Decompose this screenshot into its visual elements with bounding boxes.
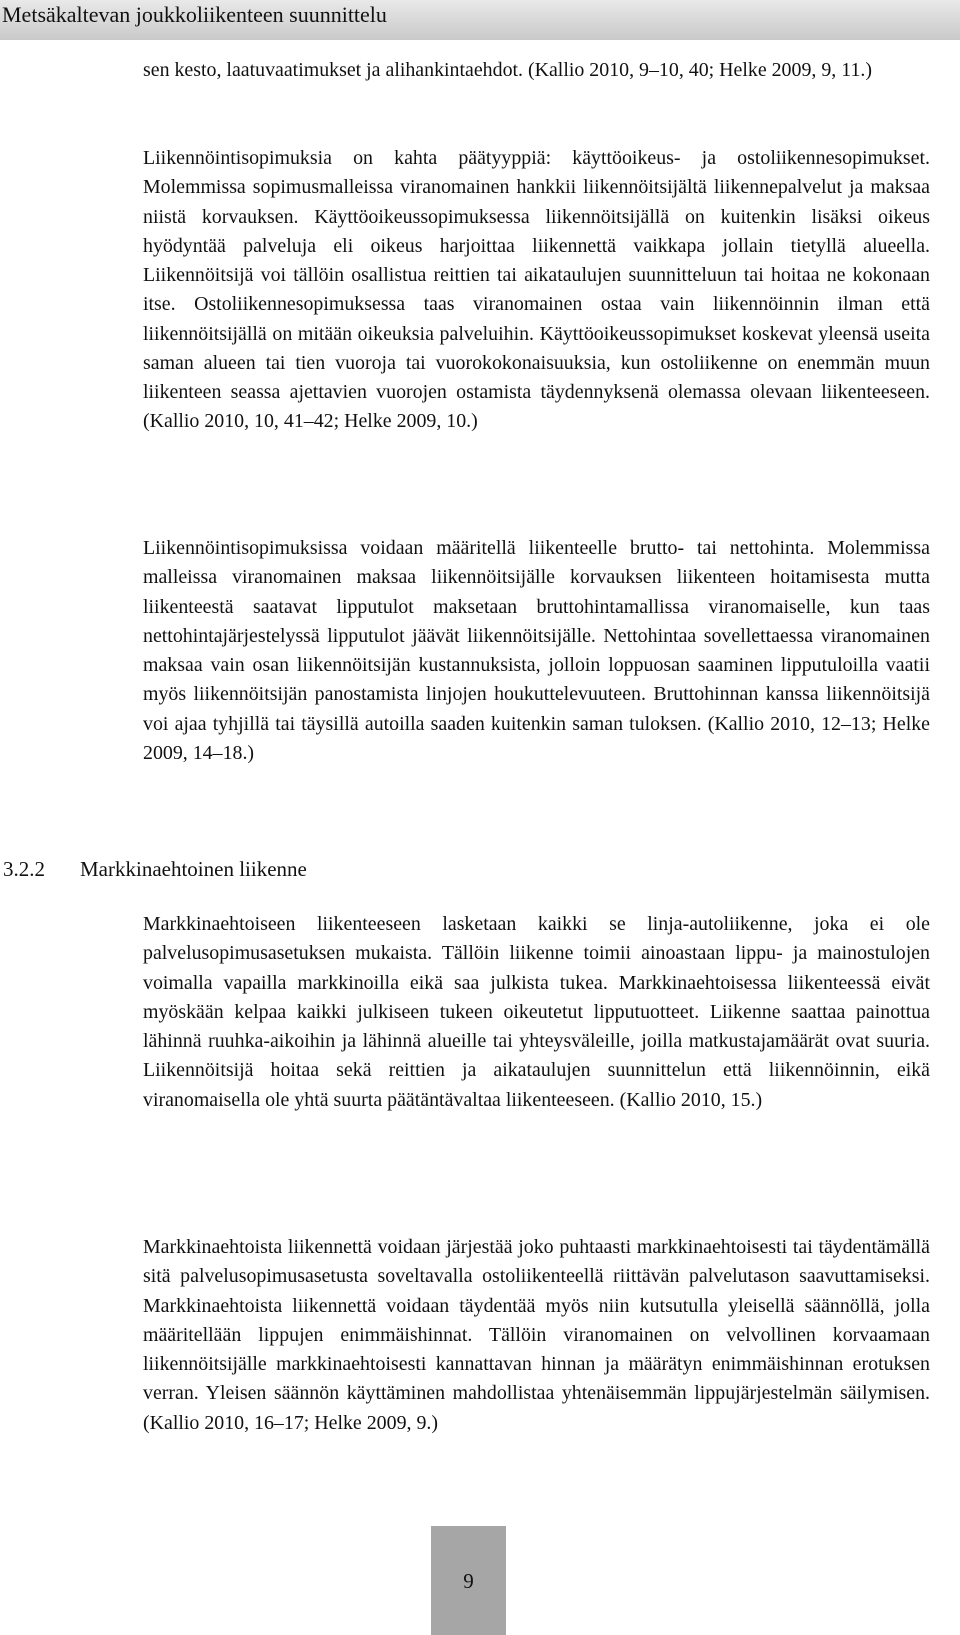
section-heading xyxy=(3,854,307,884)
paragraph: sen kesto, laatuvaatimukset ja alihankintaehdot. (Kallio 2010, 9–10, 40; Helke 2009, 9, 11.) xyxy=(143,59,872,81)
paragraph: Markkinaehtoiseen liikenteeseen lasketaan kaikki se linja-autoliikenne, joka ei ole palvelusopimusasetuksen mukaista. Tällöin liikenne toimii ainoastaan lippu- ja mainostulojen voimalla vapailla markkinoilla eikä saa julkista tukea. Markkinaehtoisessa liikenteessä eivät myöskään kelpaa kaikki julkiseen tukeen oikeutetut lipputuotteet. Liikenne saattaa painottua lähinnä ruuhka-aikoihin ja lähinnä alueille tai yhteysväleille, joilla matkustajamäärät ovat suuria. Liikennöitsijä hoitaa sekä reittien ja aikataulujen suunnittelun että liikennöinnin, eikä viranomaisella ole yhtä suurta päätäntävaltaa liikenteeseen. (Kallio 2010, 15.) xyxy=(143,913,930,1111)
paragraph: Markkinaehtoista liikennettä voidaan järjestää joko puhtaasti markkinaehtoisesti tai täydentämällä sitä palvelusopimusasetusta soveltavalla ostoliikenteellä riittävän palvelutason saavuttamiseksi. Markkinaehtoista liikennettä voidaan täydentää myös niin kutsutulla yleisellä säännöllä, jolla määritellään lippujen enimmäishinnat. Tällöin viranomainen on velvollinen korvaamaan liikennöitsijälle markkinaehtoisesti kannattavan hinnan ja määrätyn enimmäishinnan erotuksen verran. Yleisen säännön käyttäminen mahdollistaa yhtenäisemmän lippujärjestelmän säilymisen. (Kallio 2010, 16–17; Helke 2009, 9.) xyxy=(143,1236,930,1434)
paragraph: Liikennöintisopimuksia on kahta päätyyppiä: käyttöoikeus- ja ostoliikennesopimukset. Molemmissa sopimusmalleissa viranomainen hankkii liikennöitsijältä liikennepalvelut ja maksaa niistä korvauksen. Käyttöoikeussopimuksessa liikennöitsijällä on kuitenkin lisäksi oikeus hyödyntää palveluja eli oikeus harjoittaa liikennettä vaikkapa jollain tietyllä alueella. Liikennöitsijä voi tällöin osallistua reittien tai aikataulujen suunnitteluun tai hoitaa ne kokonaan itse. Ostoliikennesopimuksessa taas viranomainen ostaa vain liikennöinnin ilman että liikennöitsijällä on mitään oikeuksia palveluihin. Käyttöoikeussopimukset koskevat yleensä useita saman alueen tai tien vuoroja tai vuorokokonaisuuksia, kun ostoliikenne on enemmän muun liikenteen seassa ajettavien vuorojen ostamista täydennyksenä olemassa olevaan liikenteeseen. (Kallio 2010, 10, 41–42; Helke 2009, 10.) xyxy=(143,147,930,433)
section-number: 3.2.2 xyxy=(3,857,45,881)
section-title: Markkinaehtoinen liikenne xyxy=(80,857,307,881)
running-header xyxy=(0,0,960,40)
document-title: Metsäkaltevan joukkoliikenteen suunnittelu xyxy=(2,2,387,27)
page-number-box xyxy=(431,1526,506,1635)
page-number: 9 xyxy=(463,1569,474,1593)
paragraph: Liikennöintisopimuksissa voidaan määritellä liikenteelle brutto- tai nettohinta. Molemmissa malleissa viranomainen maksaa liikennöitsijälle korvauksen liikenteen hoitamisesta mutta liikenteestä saatavat lipputulot maksetaan bruttohintamallissa viranomaiselle, kun taas nettohintajärjestelyssä lipputulot jäävät liikennöitsijälle. Nettohintaa sovellettaessa viranomainen maksaa vain osan liikennöitsijän kustannuksista, jolloin loppuosan saaminen lipputuloilla vaatii myös liikennöitsijän panostamista linjojen houkuttelevuuteen. Bruttohinnan kanssa liikennöitsijä voi ajaa tyhjillä tai täysillä autoilla saaden kuitenkin saman tuloksen. (Kallio 2010, 12–13; Helke 2009, 14–18.) xyxy=(143,537,930,764)
